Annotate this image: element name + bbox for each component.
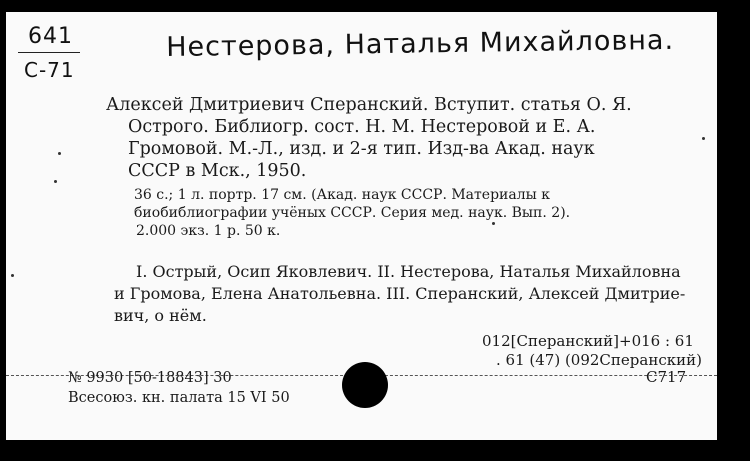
classification-line: . 61 (47) (092Сперанский) — [496, 351, 702, 369]
collation-line: 36 с.; 1 л. портр. 17 см. (Акад. наук СССР. Материалы к — [134, 187, 550, 203]
classification-line: С717 — [646, 368, 687, 386]
tracing-line: I. Острый, Осип Яковлевич. II. Нестерова, Наталья Михайловна — [136, 262, 681, 281]
speck — [702, 137, 705, 140]
description-line: Громовой. М.-Л., изд. и 2-я тип. Изд-ва Акад. наук — [128, 139, 595, 159]
tracing-line: вич, о нём. — [114, 306, 207, 325]
collation-line: биобиблиографии учёных СССР. Серия мед. наук. Вып. 2). — [134, 205, 571, 221]
card-number: № 9930 [50-18843] 30 — [68, 370, 232, 386]
call-number-rule — [18, 52, 80, 53]
speck — [54, 180, 57, 183]
call-number-top: 641 — [28, 24, 73, 49]
book-chamber-stamp: Всесоюз. кн. палата 15 VI 50 — [68, 390, 290, 406]
speck — [58, 152, 61, 155]
tracing-line: и Громова, Елена Анатольевна. III. Сперанский, Алексей Дмитрие- — [114, 284, 686, 303]
author-heading: Нестерова, Наталья Михайловна. — [166, 24, 675, 63]
classification-line: 012[Сперанский]+016 : 61 — [482, 332, 694, 350]
call-number-bottom: С-71 — [24, 58, 75, 82]
speck — [11, 274, 14, 277]
description-line: Острого. Библиогр. сост. Н. М. Нестеровой и Е. А. — [128, 117, 596, 137]
punch-hole — [342, 362, 388, 408]
collation-line: 2.000 экз. 1 р. 50 к. — [136, 223, 281, 239]
description-line: Алексей Дмитриевич Сперанский. Вступит. статья О. Я. — [106, 95, 632, 115]
catalog-card — [6, 12, 717, 440]
description-line: СССР в Мск., 1950. — [128, 161, 307, 181]
speck — [492, 222, 495, 225]
